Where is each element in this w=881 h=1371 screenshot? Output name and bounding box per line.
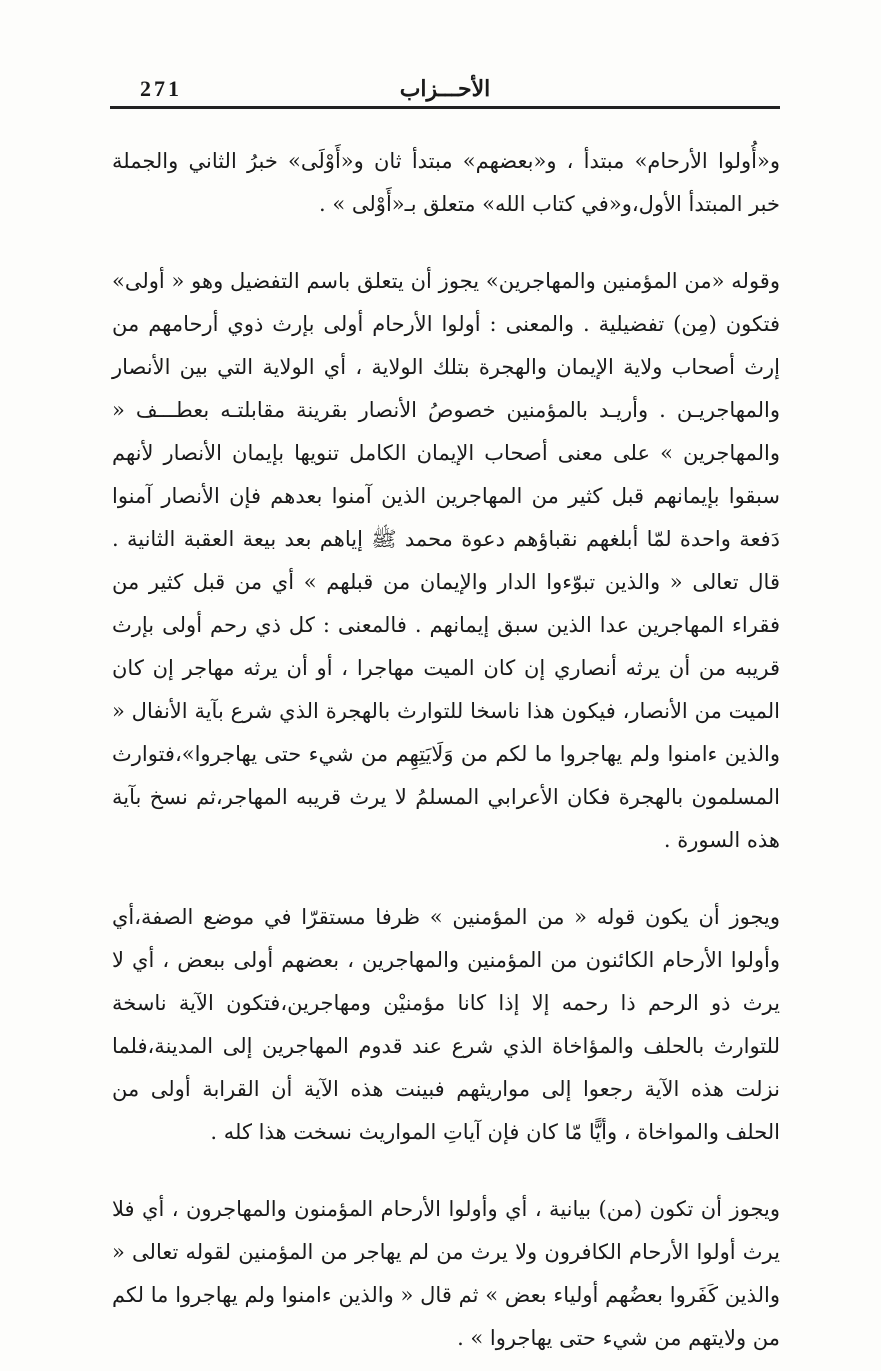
- paragraph-1: و«أُولوا الأرحام» مبتدأ ، و«بعضهم» مبتدأ ثان و«أَوْلَى» خبرُ الثاني والجملة خبر المبتدأ الأول،و«في كتاب الله» متعلق بـ«أَوْلى » .: [112, 149, 780, 216]
- page-header: [110, 68, 780, 108]
- paragraph-2: وقوله «من المؤمنين والمهاجرين» يجوز أن يتعلق باسم التفضيل وهو « أولى» فتكون (مِن) تفضيلية . والمعنى : أولوا الأرحام أولى بإرث ذوي أرحامهم من إرث أصحاب ولاية الإيمان والهجرة بتلك الولاية ، أي الولاية التي بين الأنصار والمهاجريـن . وأريـد بالمؤمنين خصوصُ الأنصار بقرينة مقابلتـه بعطـــف « والمهاجرين » على معنى أصحاب الإيمان الكامل تنويها بإيمان الأنصار لأنهم سبقوا بإيمانهم قبل كثير من المهاجرين الذين آمنوا بعدهم فإن الأنصار آمنوا دَفعة واحدة لمّا أبلغهم نقباؤهم دعوة محمد ﷺ إياهم بعد بيعة العقبة الثانية . قال تعالى « والذين تبوّءوا الدار والإيمان من قبلهم » أي من قبل كثير من فقراء المهاجرين عدا الذين سبق إيمانهم . فالمعنى : كل ذي رحم أولى بإرث قريبه من أن يرثه أنصاري إن كان الميت مهاجرا ، أو أن يرثه مهاجر إن كان الميت من الأنصار، فيكون هذا ناسخا للتوارث بالهجرة الذي شرع بآية الأنفال « والذين ءامنوا ولم يهاجروا ما لكم من وَلَايَتِهِم من شيء حتى يهاجروا»،فتوارث المسلمون بالهجرة فكان الأعرابي المسلمُ لا يرث قريبه المهاجر،ثم نسخ بآية هذه السورة .: [112, 269, 781, 852]
- page-number: 271: [140, 76, 182, 101]
- paragraph-3: ويجوز أن يكون قوله « من المؤمنين » ظرفا مستقرّا في موضع الصفة،أي وأولوا الأرحام الكائنون من المؤمنين والمهاجرين ، بعضهم أولى ببعض ، أي لا يرث ذو الرحم ذا رحمه إلا إذا كانا مؤمنيْن ومهاجرين،فتكون الآية ناسخة للتوارث بالحلف والمؤاخاة الذي شرع عند قدوم المهاجرين إلى المدينة،فلما نزلت هذه الآية رجعوا إلى مواريثهم فبينت هذه الآية أن القرابة أولى من الحلف والمواخاة ، وأيًّا مّا كان فإن آياتِ المواريث نسخت هذا كله .: [112, 905, 780, 1144]
- page-body: [112, 140, 780, 1360]
- paragraph-4: ويجوز أن تكون (من) بيانية ، أي وأولوا الأرحام المؤمنون والمهاجرون ، أي فلا يرث أولوا الأرحام الكافرون ولا يرث من لم يهاجر من المؤمنين لقوله تعالى « والذين كَفَروا بعضُهم أولياء بعض » ثم قال « والذين ءامنوا ولم يهاجروا ما لكم من ولايتهم من شيء حتى يهاجروا » .: [112, 1197, 780, 1350]
- running-title: الأحـــزاب: [399, 76, 491, 102]
- header-rule: [110, 106, 780, 109]
